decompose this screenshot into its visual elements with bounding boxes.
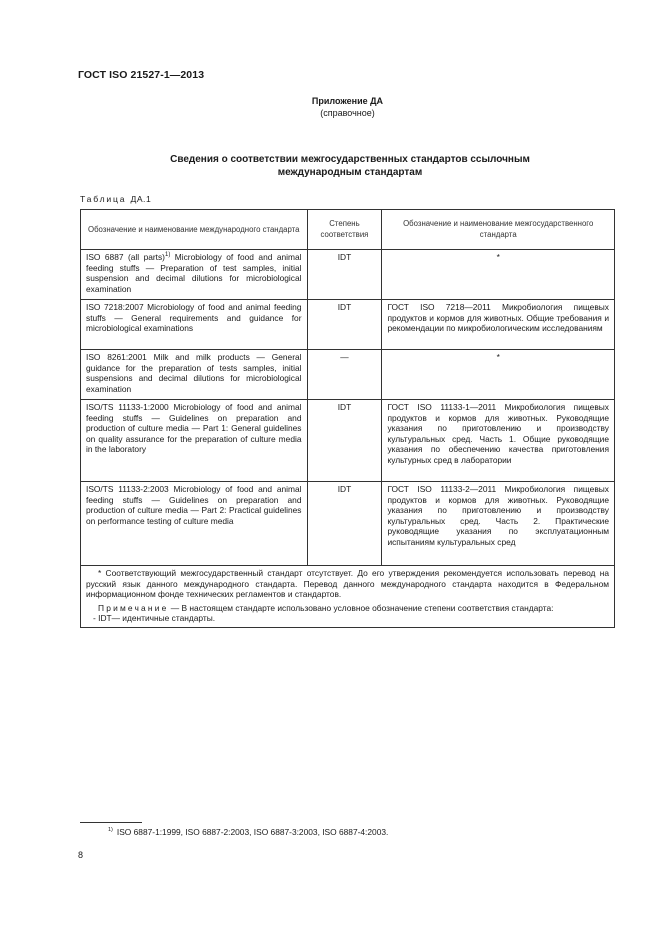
page-number: 8: [78, 850, 84, 860]
table-caption-number: ДА.1: [130, 194, 152, 204]
degree-cell: IDT: [307, 482, 382, 566]
footnote-marker: 1): [108, 827, 113, 833]
section-heading-line-2: международным стандартам: [277, 167, 423, 178]
appendix-title: Приложение ДА: [311, 96, 384, 106]
interstate-standard-cell: ГОСТ ISO 7218—2011 Микробиология пищевых продуктов и кормов для животных. Общие требования и рекомендации по микробиологическим исследованиям: [382, 300, 615, 350]
footnote-text: ISO 6887-1:1999, ISO 6887-2:2003, ISO 6887-3:2003, ISO 6887-4:2003.: [116, 827, 389, 837]
document-code: ГОСТ ISO 21527-1—2013: [78, 69, 205, 81]
degree-cell: IDT: [307, 300, 382, 350]
international-standard-title: Microbiology of food and animal feeding stuffs — Preparation of test samples, initial suspension and decimal dilutions for microbiological examination: [86, 252, 302, 294]
footnote-marker: 1): [164, 252, 171, 259]
international-standard-cell: ISO 7218:2007 Microbiology of food and animal feeding stuffs — General requirements and guidance for microbiological examinations: [81, 300, 308, 350]
table-row: [81, 482, 615, 566]
note-list-item: - IDT— идентичные стандарты.: [93, 613, 216, 624]
column-header-interstate: Обозначение и наименование межгосударственного стандарта: [382, 210, 615, 250]
interstate-standard-cell: *: [382, 250, 615, 300]
table-note: [86, 603, 609, 614]
table-notes-cell: [81, 566, 615, 628]
note-label: Примечание: [98, 602, 169, 613]
table-caption-label: Таблица: [80, 194, 127, 204]
page-footnote: [108, 827, 388, 837]
section-heading: [120, 153, 580, 179]
international-standard-cell: ISO/TS 11133-1:2000 Microbiology of food and animal feeding stuffs — Guidelines on preparation and production of culture media — Part 1: General guidelines on quality assurance for the preparation of culture media in the laboratory: [81, 400, 308, 482]
international-standard-code: ISO 6887 (all parts): [86, 252, 165, 262]
star-footnote-text: * Соответствующий межгосударственный стандарт отсутствует. До его утверждения рекомендуется использовать перевод на русский язык данного международного стандарта. Перевод данного международного стандарта находится в Федеральном информационном фонде технических регламентов и стандартов.: [86, 568, 609, 600]
international-standard-cell: ISO/TS 11133-2:2003 Microbiology of food and animal feeding stuffs — Guidelines on preparation and production of culture media — Part 2: Practical guidelines on performance testing of culture media: [81, 482, 308, 566]
interstate-standard-cell: ГОСТ ISO 11133-2—2011 Микробиология пищевых продуктов и кормов для животных. Руководящие указания по приготовлению и производству культуральных сред. Часть 2. Практические руководящие указания по эксплуатационным испытаниям культуральных сред: [382, 482, 615, 566]
interstate-standard-cell: *: [382, 350, 615, 400]
appendix-title-block: [0, 95, 661, 119]
footnote-divider: [80, 822, 142, 823]
column-header-international: Обозначение и наименование международного стандарта: [81, 210, 308, 250]
table-notes-row: [81, 566, 615, 628]
column-header-degree: Степень соответствия: [307, 210, 382, 250]
table-row: [81, 350, 615, 400]
table-row: [81, 300, 615, 350]
table-row: [81, 400, 615, 482]
degree-cell: IDT: [307, 250, 382, 300]
international-standard-cell: [81, 250, 308, 300]
degree-cell: —: [307, 350, 382, 400]
section-heading-line-1: Сведения о соответствии межгосударственных стандартов ссылочным: [170, 154, 530, 165]
table-caption: [80, 194, 151, 204]
international-standard-cell: ISO 8261:2001 Milk and milk products — General guidance for the preparation of tests samples, initial suspensions and decimal dilutions for microbiological examination: [81, 350, 308, 400]
degree-cell: IDT: [307, 400, 382, 482]
correspondence-table: [80, 209, 615, 628]
table-row: [81, 250, 615, 300]
appendix-subtitle: (справочное): [320, 108, 375, 118]
table-header-row: [81, 210, 615, 250]
interstate-standard-cell: ГОСТ ISO 11133-1—2011 Микробиология пищевых продуктов и кормов для животных. Руководящие указания по приготовлению и производству культуральных сред. Часть 1. Общие руководящие указания по обеспечению качества приготовления культурных сред в лаборатории: [382, 400, 615, 482]
note-text: — В настоящем стандарте использовано условное обозначение степени соответствия стандарта:: [168, 602, 554, 613]
